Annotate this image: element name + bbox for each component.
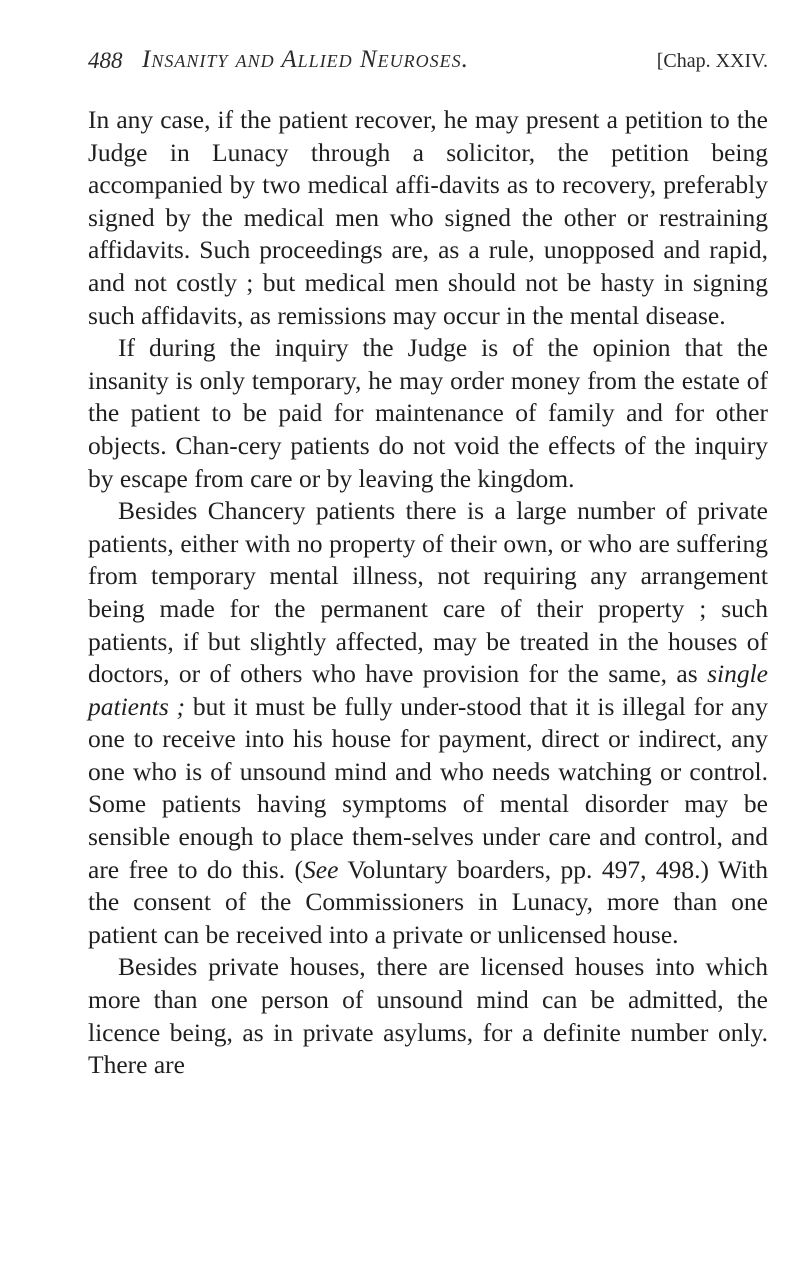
paragraph-text: Voluntary boarders, pp. 497, 498.) With the consent of the Commissioners in Lunacy, more than one patient can be received into a private or unlicensed house. [88, 854, 769, 949]
page-header [88, 46, 768, 86]
paragraph-temporary-insanity [88, 332, 768, 495]
paragraph-text: If during the inquiry the Judge is of the opinion that the insanity is only temporary, he may order money from the estate of the patient to be paid for maintenance of family and for other objects. Chan-cery patients do not void the effects of the inquiry by escape from care or by leaving the kingdom. [88, 333, 768, 493]
paragraph-recovery-petition [88, 104, 768, 332]
paragraph-text: Besides private houses, there are licensed houses into which more than one person of unsound mind can be admitted, the licence being, as in private asylums, for a definite number only. There are [88, 952, 768, 1080]
chapter-mark: [Chap. XXIV. [656, 50, 768, 72]
emphasis-single-patients: single patients ; [88, 659, 768, 721]
paragraph-licensed-houses [88, 951, 768, 1081]
paragraph-text: but it must be fully under-stood that it is illegal for any one to receive into his house for payment, direct or indirect, any one who is of unsound mind and who needs watching or control. Some patients having symptoms of mental disorder may be sensible enough to place them-selves under care and control, and are free to do this. ( [88, 691, 768, 884]
emphasis-see: See [303, 854, 339, 884]
paragraph-private-patients [88, 495, 768, 951]
paragraph-text: Besides Chancery patients there is a large number of private patients, either with no property of their own, or who are suffering from temporary mental illness, not requiring any arrangement being made for the permanent care of their property ; such patients, if but slightly affected, may be treated in the houses of doctors, or of others who have provision for the same, as [88, 496, 768, 689]
paragraph-text: In any case, if the patient recover, he may present a petition to the Judge in Lunacy through a solicitor, the petition being accompanied by two medical affi-davits as to recovery, preferably signed by the medical men who signed the other or restraining affidavits. Such proceedings are, as a rule, unopposed and rapid, and not costly ; but medical men should not be hasty in signing such affidavits, as remissions may occur in the mental disease. [88, 105, 768, 330]
running-title: Insanity and Allied Neuroses. [142, 46, 469, 73]
body-text [88, 104, 768, 1082]
page-number: 488 [88, 48, 123, 73]
